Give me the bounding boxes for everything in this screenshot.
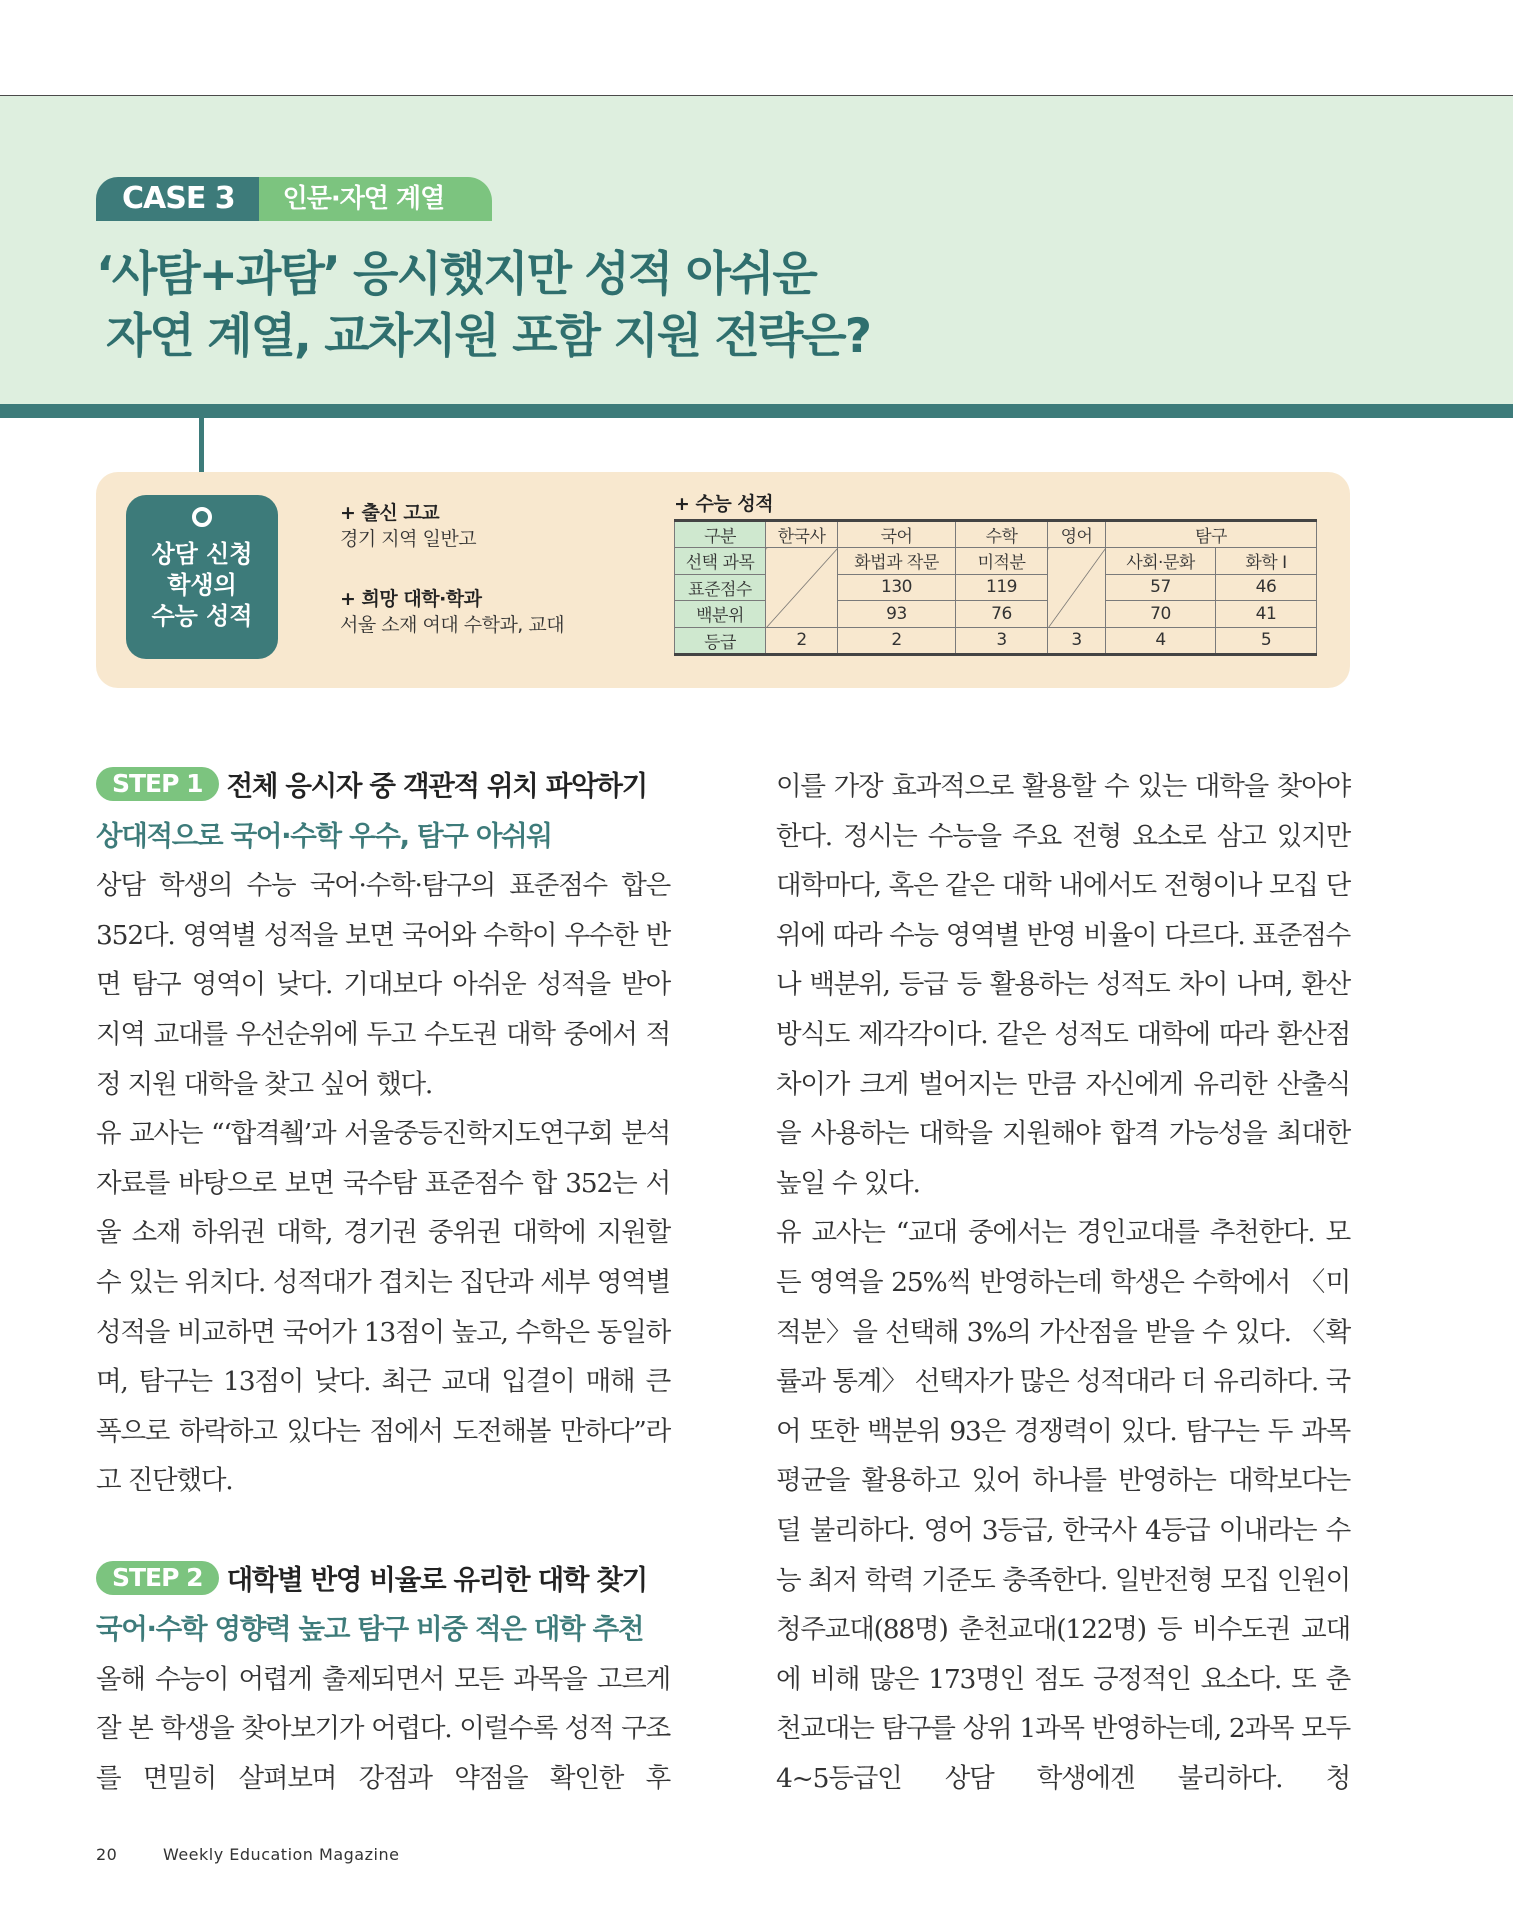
header-cell: 구분: [675, 521, 766, 548]
page-number: 20: [96, 1845, 118, 1864]
page-footer: [96, 1845, 399, 1864]
scores-table: [674, 519, 1317, 656]
table-cell: 119: [956, 574, 1048, 601]
table-row: [675, 627, 1317, 654]
table-cell: 화법과 작문: [838, 548, 956, 575]
badge-line-1: 상담 신청: [151, 540, 253, 568]
row-label: 표준점수: [675, 574, 766, 601]
step1-paragraph-1: 상담 학생의 수능 국어·수학·탐구의 표준점수 합은 352다. 영역별 성적을 보면 국어와 수학이 우수한 반면 탐구 영역이 낮다. 기대보다 아쉬운 성적을 받아 지역 교대를 우선순위에 두고 수도권 대학 중에서 적정 지원 대학을 찾고 싶어 했다.: [96, 870, 670, 1100]
row-label: 백분위: [675, 601, 766, 628]
step1-title: 전체 응시자 중 객관적 위치 파악하기: [226, 770, 647, 802]
case-number: CASE 3: [96, 177, 259, 221]
table-cell: 미적분: [956, 548, 1048, 575]
table-cell: 화학 Ⅰ: [1216, 548, 1317, 575]
header-cell: 영어: [1048, 521, 1106, 548]
header-cell: 탐구: [1106, 521, 1317, 548]
table-cell: 76: [956, 601, 1048, 628]
scores-heading: + 수능 성적: [674, 493, 774, 515]
case-category: 인문·자연 계열: [259, 177, 493, 221]
step1-subheading: 상대적으로 국어·수학 우수, 탐구 아쉬워: [96, 819, 552, 852]
badge-line-3: 수능 성적: [151, 602, 253, 630]
magazine-name: Weekly Education Magazine: [162, 1845, 400, 1864]
case-badge: [96, 177, 492, 221]
header-cell: 국어: [838, 521, 956, 548]
table-cell: 5: [1216, 627, 1317, 654]
table-cell: 130: [838, 574, 956, 601]
table-cell: 93: [838, 601, 956, 628]
table-cell: 2: [766, 627, 838, 654]
table-header-row: [675, 521, 1317, 548]
student-badge: [126, 495, 278, 659]
table-cell: 46: [1216, 574, 1317, 601]
table-cell: 4: [1106, 627, 1216, 654]
row-label: 선택 과목: [675, 548, 766, 575]
step1-badge: STEP 1: [96, 767, 219, 801]
table-cell: 57: [1106, 574, 1216, 601]
school-info: [340, 500, 476, 552]
table-cell: 3: [956, 627, 1048, 654]
target-info: [340, 586, 564, 638]
step2-heading: [96, 1556, 670, 1606]
step2-paragraph-1: 올해 수능이 어렵게 출제되면서 모든 과목을 고르게 잘 본 학생을 찾아보기가 어렵다. 이럴수록 성적 구조를 면밀히 살펴보며 강점과 약점을 확인한 후: [96, 1663, 670, 1794]
school-label: + 출신 고교: [340, 502, 440, 524]
left-column: [96, 762, 670, 1803]
table-row: [675, 548, 1317, 575]
school-value: 경기 지역 일반고: [340, 528, 477, 550]
row-label: 등급: [675, 627, 766, 654]
title-line-2: 자연 계열, 교차지원 포함 지원 전략은?: [106, 309, 870, 364]
badge-line-2: 학생의: [167, 571, 237, 599]
table-cell: 3: [1048, 627, 1106, 654]
table-cell: 70: [1106, 601, 1216, 628]
step2-title: 대학별 반영 비율로 유리한 대학 찾기: [226, 1563, 647, 1596]
table-cell: 사회·문화: [1106, 548, 1216, 575]
right-paragraph-2: 유 교사는 “교대 중에서는 경인교대를 추천한다. 모든 영역을 25%씩 반영하는데 학생은 수학에서 〈미적분〉을 선택해 3%의 가산점을 받을 수 있다. 〈확률과 통계〉 선택자가 많은 성적대라 더 유리하다. 국어 또한 백분위 93은 경쟁력이 있다. 탐구는 두 과목 평균을 활용하고 있어 하나를 반영하는 대학보다는 덜 불리하다. 영어 3등급, 한국사 4등급 이내라는 수능 최저 학력 기준도 충족한다. 일반전형 모집 인원이 청주교대(88명) 춘천교대(122명) 등 비수도권 교대에 비해 많은 173명인 점도 긍정적인 요소다. 또 춘천교대는 탐구를 상위 1과목 반영하는데, 2과목 모두 4~5등급인 상담 학생에겐 불리하다. 청: [776, 1217, 1350, 1794]
step1-paragraph-2: 유 교사는 “‘합격췤’과 서울중등진학지도연구회 분석 자료를 바탕으로 보면 국수탐 표준점수 합 352는 서울 소재 하위권 대학, 경기권 중위권 대학에 지원할 수 있는 위치다. 성적대가 겹치는 집단과 세부 영역별 성적을 비교하면 국어가 13점이 높고, 수학은 동일하며, 탐구는 13점이 낮다. 최근 교대 입결이 매해 큰 폭으로 하락하고 있다는 점에서 도전해볼 만하다”라고 진단했다.: [96, 1118, 670, 1497]
title-line-1: ‘사탐+과탐’ 응시했지만 성적 아쉬운: [96, 247, 816, 302]
header-cell: 한국사: [766, 521, 838, 548]
right-paragraph-1: 이를 가장 효과적으로 활용할 수 있는 대학을 찾아야 한다. 정시는 수능을 주요 전형 요소로 삼고 있지만 대학마다, 혹은 같은 대학 내에서도 전형이나 모집 단위에 따라 수능 영역별 반영 비율이 다르다. 표준점수나 백분위, 등급 등 활용하는 성적도 차이 나며, 환산 방식도 제각각이다. 같은 성적도 대학에 따라 환산점 차이가 크게 벌어지는 만큼 자신에게 유리한 산출식을 사용하는 대학을 지원해야 합격 가능성을 최대한 높일 수 있다.: [776, 771, 1350, 1199]
step2-badge: STEP 2: [96, 1561, 219, 1595]
empty-cell: [1048, 548, 1106, 628]
step1-heading: [96, 762, 670, 812]
right-column: [776, 762, 1350, 1803]
target-label: + 희망 대학·학과: [340, 588, 482, 610]
article-title: [96, 244, 996, 368]
table-cell: 41: [1216, 601, 1317, 628]
header-divider: [0, 404, 1513, 418]
connector-dot-icon: [192, 507, 212, 527]
step2-subheading: 국어·수학 영향력 높고 탐구 비중 적은 대학 추천: [96, 1613, 644, 1646]
table-cell: 2: [838, 627, 956, 654]
target-value: 서울 소재 여대 수학과, 교대: [340, 614, 565, 636]
empty-cell: [766, 548, 838, 628]
header-cell: 수학: [956, 521, 1048, 548]
